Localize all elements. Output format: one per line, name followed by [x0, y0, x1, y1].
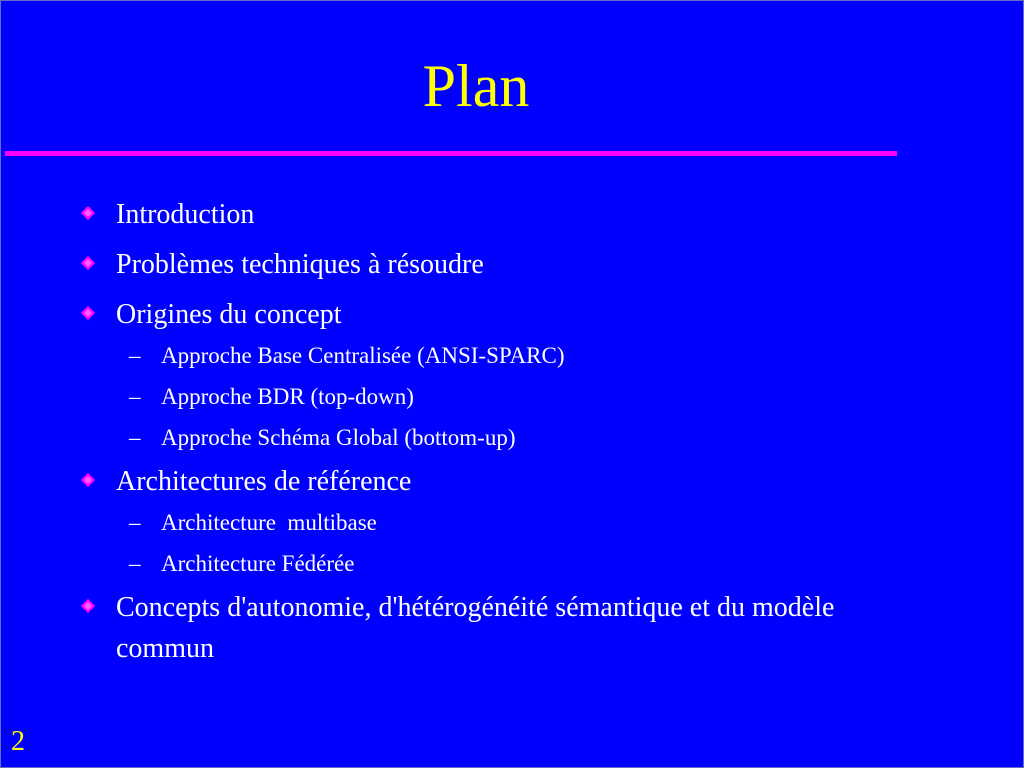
outline-item-text: Origines du concept: [116, 299, 342, 330]
slide-title: Plan: [422, 53, 530, 119]
outline-item: [1, 194, 906, 235]
outline-item: [1, 587, 906, 669]
outline-subitem: [1, 543, 1024, 584]
outline-subitem-text: Approche BDR (top-down): [161, 384, 414, 409]
outline-item-text: Architectures de référence: [116, 466, 412, 497]
outline-item-text: Introduction: [116, 199, 255, 230]
dash-bullet: –: [129, 425, 141, 450]
title-divider: [5, 151, 897, 156]
outline-item: [1, 294, 906, 335]
outline-subitem-text: Architecture Fédérée: [161, 551, 355, 576]
outline-subitem-text: Approche Schéma Global (bottom-up): [161, 425, 516, 450]
dash-bullet: –: [129, 384, 141, 409]
outline-item: [1, 461, 906, 502]
outline-subitem: [1, 376, 1024, 417]
outline-item: [1, 244, 906, 285]
outline-subitem-text: Architecture multibase: [161, 510, 377, 535]
diamond-bullet-icon: [81, 256, 95, 270]
outline-subitem: [1, 335, 1024, 376]
dash-bullet: –: [129, 343, 141, 368]
outline-list: [1, 194, 1024, 669]
outline-item-text: Concepts d'autonomie, d'hétérogénéité sémantique et du modèle commun: [116, 592, 835, 664]
outline-subitem: [1, 417, 1024, 458]
diamond-bullet-icon: [81, 473, 95, 487]
diamond-bullet-icon: [81, 306, 95, 320]
diamond-bullet-icon: [81, 206, 95, 220]
diamond-bullet-icon: [81, 599, 95, 613]
outline-item-text: Problèmes techniques à résoudre: [116, 249, 484, 280]
dash-bullet: –: [129, 510, 141, 535]
dash-bullet: –: [129, 551, 141, 576]
outline-subitem: [1, 502, 1024, 543]
outline-subitem-text: Approche Base Centralisée (ANSI-SPARC): [161, 343, 565, 368]
page-number: 2: [11, 726, 25, 757]
